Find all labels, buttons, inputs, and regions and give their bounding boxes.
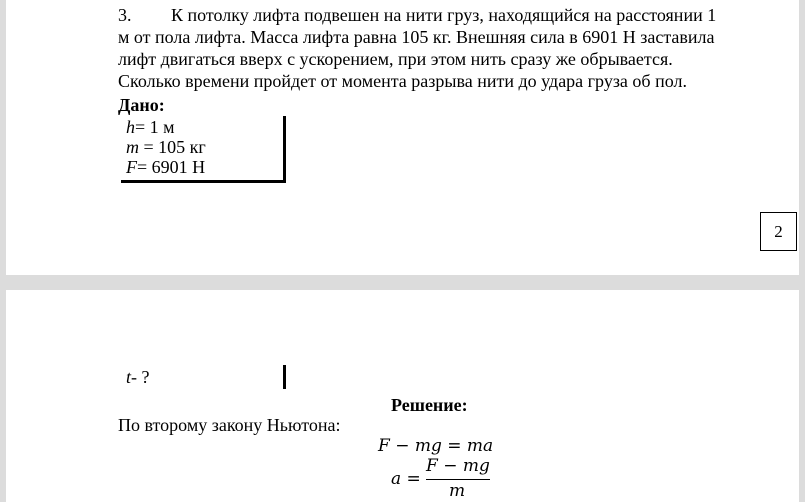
given-mass-value: = 105 кг: [139, 137, 206, 157]
solution-heading: Решение:: [391, 395, 468, 415]
given-mass: [126, 136, 206, 158]
page-number-box: [760, 212, 797, 251]
given-divider-vertical-continued: [283, 365, 286, 389]
problem-text-line-1: К потолку лифта подвешен на нити груз, находящийся на расстоянии 1: [171, 5, 717, 25]
problem-text-line-2: м от пола лифта. Масса лифта равна 105 кг. Внешняя сила в 6901 Н заставила: [118, 27, 715, 47]
given-force-symbol: F: [126, 157, 137, 177]
given-height: [126, 116, 175, 138]
problem-text-line-4: Сколько времени пройдет от момента разрыва нити до удара груза об пол.: [118, 71, 687, 91]
given-heading: Дано:: [118, 95, 165, 115]
unknown-quantity: [126, 366, 150, 388]
document-page-2: [6, 290, 799, 502]
fraction-numerator: F − mg: [426, 456, 490, 476]
unknown-text: - ?: [131, 367, 150, 387]
given-height-value: = 1 м: [135, 117, 175, 137]
given-force-value: = 6901 Н: [137, 157, 206, 177]
given-mass-symbol: m: [126, 137, 139, 157]
problem-number: 3.: [118, 5, 132, 25]
given-force: [126, 156, 205, 178]
newton-law-text: По второму закону Ньютона:: [118, 415, 341, 435]
unknown-symbol: t: [126, 367, 132, 387]
page-number: 2: [774, 221, 783, 241]
given-divider-vertical: [283, 116, 286, 182]
fraction-bar: [426, 479, 490, 480]
given-height-symbol: h: [126, 117, 135, 137]
equation-acceleration-lhs: a =: [391, 469, 421, 489]
problem-text-line-3: лифт двигаться вверх с ускорением, при этом нить сразу же обрывается.: [118, 49, 673, 69]
document-page-1: [6, 0, 799, 275]
fraction-denominator: m: [449, 481, 466, 501]
equation-newton: F − mg = ma: [378, 436, 494, 456]
given-divider-horizontal: [121, 180, 286, 183]
